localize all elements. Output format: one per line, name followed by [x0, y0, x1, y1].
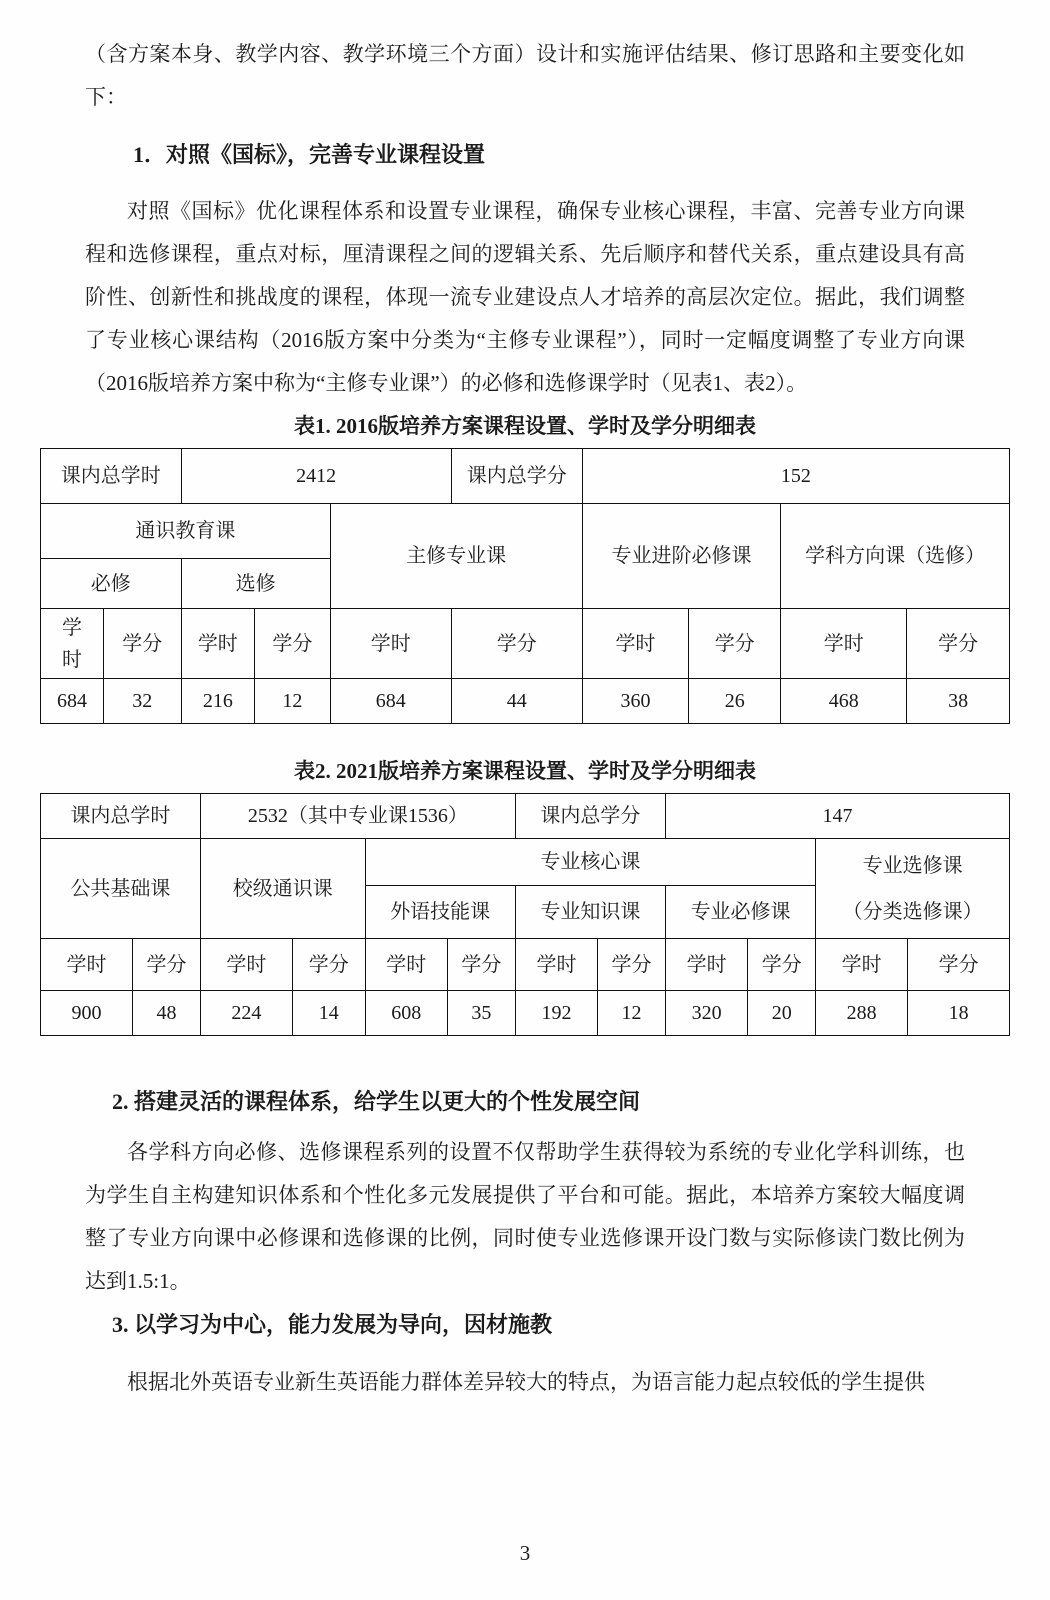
data-cell: 12	[598, 991, 666, 1036]
data-cell: 192	[515, 991, 597, 1036]
header-cell-credits: 学分	[292, 939, 365, 991]
data-cell: 608	[365, 991, 447, 1036]
header-cell-hours: 学时	[816, 939, 908, 991]
data-cell: 216	[181, 679, 255, 724]
table2-group-row	[41, 839, 1010, 886]
table2-subgroup-major-required: 专业必修课	[665, 886, 815, 939]
header-cell-hours: 学时	[41, 939, 133, 991]
table2-summary-row	[41, 794, 1010, 839]
paragraph-3: 根据北外英语专业新生英语能力群体差异较大的特点，为语言能力起点较低的学生提供	[127, 1370, 925, 1394]
intro-paragraph: （含方案本身、教学内容、教学环境三个方面）设计和实施评估结果、修订思路和主要变化如下：	[85, 42, 965, 109]
data-cell: 900	[41, 991, 133, 1036]
table1-group-row	[41, 504, 1010, 559]
header-cell-hours: 学时	[365, 939, 447, 991]
header-cell-hours	[41, 609, 104, 679]
data-cell: 320	[665, 991, 747, 1036]
header-cell-credits: 学分	[133, 939, 201, 991]
section-heading-2: 2. 搭建灵活的课程体系，给学生以更大的个性发展空间	[112, 1089, 641, 1114]
data-cell: 12	[255, 679, 331, 724]
table1-group-discipline-direction: 学科方向课（选修）	[781, 504, 1010, 609]
major-elective-line1: 专业选修课	[862, 854, 963, 877]
header-cell-credits: 学分	[103, 609, 181, 679]
paragraph-2: 各学科方向必修、选修课程系列的设置不仅帮助学生获得较为系统的专业化学科训练，也为学生自主构建知识体系和个性化多元发展提供了平台和可能。据此，本培养方案较大幅度调整了专业方向课中必修课和选修课的比例，同时使专业选修课开设门数与实际修读门数比例为达到1.5:1。	[85, 1140, 965, 1293]
header-cell-hours: 学时	[330, 609, 451, 679]
header-cell-credits: 学分	[451, 609, 582, 679]
table2-total-credits-label: 课内总学分	[515, 794, 665, 839]
page-number: 3	[519, 1541, 531, 1565]
table2-data-row	[41, 991, 1010, 1036]
header-cell-credits: 学分	[748, 939, 816, 991]
data-cell: 35	[447, 991, 515, 1036]
data-cell: 14	[292, 991, 365, 1036]
table2	[40, 793, 1010, 1036]
table2-group-public-basic: 公共基础课	[41, 839, 201, 939]
header-cell-hours: 学时	[181, 609, 255, 679]
header-cell-hours: 学时	[665, 939, 747, 991]
table1-group-major-core: 主修专业课	[330, 504, 582, 609]
data-cell: 360	[582, 679, 689, 724]
header-cell-credits: 学分	[447, 939, 515, 991]
data-cell: 26	[689, 679, 781, 724]
table2-total-hours-label: 课内总学时	[41, 794, 201, 839]
data-cell: 684	[330, 679, 451, 724]
data-cell: 468	[781, 679, 907, 724]
section-heading-1: 1．对照《国标》，完善专业课程设置	[133, 142, 486, 167]
table2-group-major-elective	[816, 839, 1010, 939]
data-cell: 224	[200, 991, 292, 1036]
table2-title: 表2. 2021版培养方案课程设置、学时及学分明细表	[294, 759, 756, 783]
table2-subgroup-foreign-lang: 外语技能课	[365, 886, 515, 939]
data-cell: 44	[451, 679, 582, 724]
data-cell: 288	[816, 991, 908, 1036]
header-cell-credits: 学分	[598, 939, 666, 991]
header-cell-credits: 学分	[255, 609, 331, 679]
table2-group-school-general: 校级通识课	[200, 839, 365, 939]
header-cell-credits: 学分	[908, 939, 1010, 991]
data-cell: 18	[908, 991, 1010, 1036]
table2-total-credits-value: 147	[665, 794, 1009, 839]
data-cell: 684	[41, 679, 104, 724]
paragraph-1: 对照《国标》优化课程体系和设置专业课程，确保专业核心课程，丰富、完善专业方向课程和选修课程，重点对标，厘清课程之间的逻辑关系、先后顺序和替代关系，重点建设具有高阶性、创新性和挑战度的课程，体现一流专业建设点人才培养的高层次定位。据此，我们调整了专业核心课结构（2016版方案中分类为“主修专业课程”），同时一定幅度调整了专业方向课（2016版培养方案中称为“主修专业课”）的必修和选修课学时（见表1、表2）。	[85, 199, 965, 395]
table2-total-hours-value: 2532（其中专业课1536）	[200, 794, 515, 839]
data-cell: 48	[133, 991, 201, 1036]
section-heading-3: 3. 以学习为中心，能力发展为导向，因材施教	[112, 1312, 553, 1337]
data-cell: 20	[748, 991, 816, 1036]
table2-subgroup-major-knowledge: 专业知识课	[515, 886, 665, 939]
major-elective-line2: （分类选修课）	[842, 900, 983, 923]
table1-subgroup-required: 必修	[41, 559, 182, 609]
header-cell-hours: 学时	[781, 609, 907, 679]
header-cell-hours: 学时	[582, 609, 689, 679]
table1-header-row	[41, 609, 1010, 679]
data-cell: 38	[907, 679, 1010, 724]
table1-title: 表1. 2016版培养方案课程设置、学时及学分明细表	[294, 414, 756, 438]
major-elective-label	[819, 845, 1006, 933]
header-cell-hours: 学时	[515, 939, 597, 991]
header-cell-credits: 学分	[907, 609, 1010, 679]
table1-data-row	[41, 679, 1010, 724]
table1-group-general-edu: 通识教育课	[41, 504, 331, 559]
header-cell-credits: 学分	[689, 609, 781, 679]
hours-label: 学时	[61, 616, 82, 671]
table1	[40, 448, 1010, 724]
table2-header-row	[41, 939, 1010, 991]
table2-group-major-core: 专业核心课	[365, 839, 816, 886]
table1-total-credits-label: 课内总学分	[451, 449, 582, 504]
header-cell-hours: 学时	[200, 939, 292, 991]
table1-summary-row	[41, 449, 1010, 504]
table1-subgroup-elective: 选修	[181, 559, 330, 609]
table1-total-hours-value: 2412	[181, 449, 451, 504]
table1-total-hours-label: 课内总学时	[41, 449, 182, 504]
data-cell: 32	[103, 679, 181, 724]
table1-group-major-advanced: 专业进阶必修课	[582, 504, 781, 609]
table1-total-credits-value: 152	[582, 449, 1009, 504]
